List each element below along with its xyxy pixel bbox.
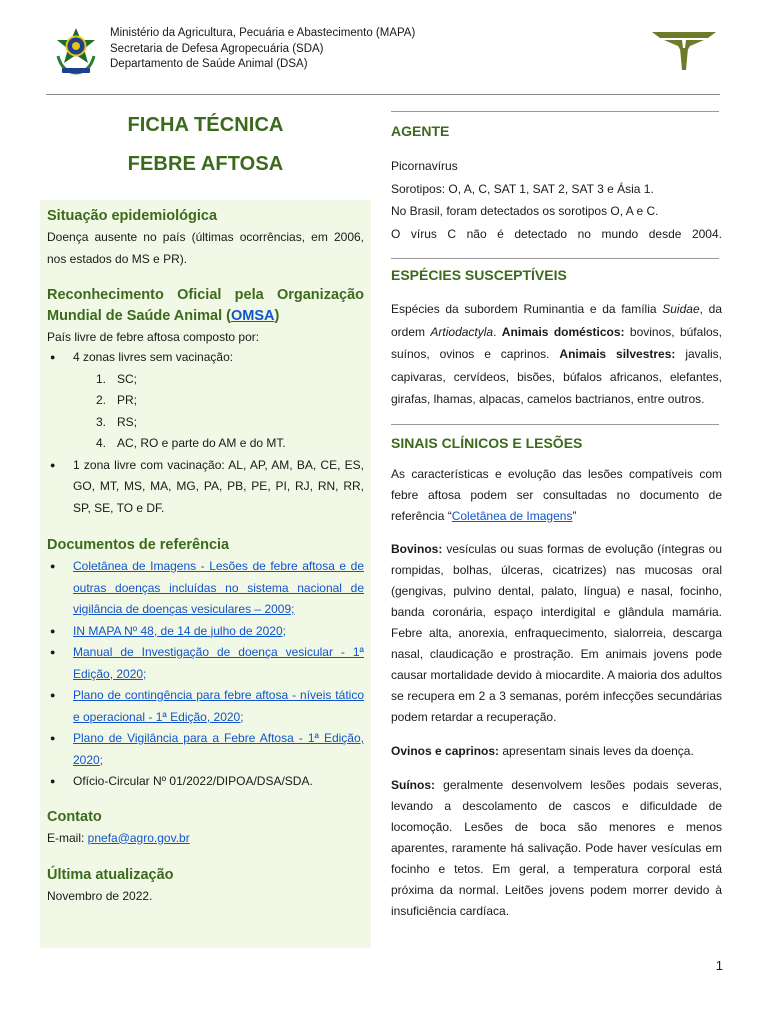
doc-link-manual[interactable]: Manual de Investigação de doença vesicular - 1ª Edição, 2020; [73,645,364,681]
section-divider [391,424,719,425]
domesticos-text: bovinos, búfalos, suínos, ovinos e caprinos. [391,324,722,361]
list-item [73,390,364,412]
doc-link-plano-vigilancia[interactable]: Plano de Vigilância para a Febre Aftosa - 1ª Edição, 2020; [73,731,364,767]
agente-heading: AGENTE [391,123,450,139]
doc-link-plano-contingencia[interactable]: Plano de contingência para febre aftosa - níveis tático e operacional - 1ª Edição, 2020; [73,688,364,724]
institution-lines [110,26,415,73]
documentos-heading: Documentos de referência [47,537,230,553]
documentos-list [47,556,364,793]
right-column [391,104,722,922]
email-label: E-mail: [47,830,88,845]
ovinos-label: Ovinos e caprinos: [391,743,500,758]
left-column-title [40,104,371,176]
list-text: RS; [117,414,138,429]
bovinos-paragraph [391,539,722,728]
header-divider [46,94,720,95]
sinais-intro-close: ” [572,508,577,523]
especies-body [391,298,722,411]
ministry-name: Ministério da Agricultura, Pecuária e Abastecimento (MAPA) [110,27,416,39]
sinais-intro-text: As características e evolução das lesões compatíveis com febre aftosa podem ser consultadas no documento de referência “ [391,466,722,523]
especies-text: , da ordem [391,302,722,339]
oficio-circular: Ofício-Circular Nº 01/2022/DIPOA/DSA/SDA. [73,774,313,788]
list-item [47,771,364,793]
omsa-link[interactable]: OMSA [230,308,275,324]
list-item [47,347,364,455]
agente-line: No Brasil, foram detectados os sorotipos O, A e C. [391,204,659,218]
secretariat-name: Secretaria de Defesa Agropecuária (SDA) [110,42,324,55]
zonas-list [47,347,364,519]
agente-line: O vírus C não é detectado no mundo desde 2004. [391,226,722,241]
agente-body [391,155,722,245]
list-text: SC; [117,371,138,386]
list-number: 3. [96,414,107,429]
zonas-sem-vacinacao: 4 zonas livres sem vacinação: [73,350,234,364]
zonas-numbered-list [73,369,364,455]
agente-line: Sorotipos: O, A, C, SAT 1, SAT 2, SAT 3 e Ásia 1. [391,181,654,196]
silvestres-label: Animais silvestres: [559,347,676,361]
brazil-coat-of-arms-icon [52,26,100,76]
list-item [47,685,364,728]
list-item [47,556,364,621]
zona-com-vacinacao: 1 zona livre com vacinação: AL, AP, AM, BA, CE, ES, GO, MT, MS, MA, MG, PA, PB, PE, PI, RJ, RN, RR, SP, SE, TO e DF. [73,457,364,515]
page-number: 1 [715,958,723,973]
list-text: PR; [117,393,138,407]
domesticos-label: Animais domésticos: [501,324,625,339]
doc-title-line1: FICHA TÉCNICA [127,114,284,136]
especies-heading: ESPÉCIES SUSCEPTÍVEIS [391,267,567,283]
department-name: Departamento de Saúde Animal (DSA) [110,58,308,70]
list-number: 1. [96,371,107,386]
suidae-term: Suidae [662,302,700,316]
reconhecimento-heading-text: Reconhecimento Oficial pela Organização Mundial de Saúde Animal ( [47,287,364,324]
especies-text: . [493,324,502,339]
suinos-text: geralmente desenvolvem lesões podais severas, levando a descolamento de cascos e dificuldade de locomoção. Lesões de boca são menores e menos aparentes, raramente há salivação. Pode haver vesículas em focinho e tetos. Em geral, a temperatura corporal está próxima da normal. Leitões jovens podem morrer devido à insuficiência cardíaca. [391,777,722,918]
list-item [47,621,364,643]
suinos-paragraph [391,775,722,922]
list-number: 4. [96,436,107,450]
doc-link-in-mapa[interactable]: IN MAPA Nº 48, de 14 de julho de 2020; [73,623,286,638]
especies-text: Espécies da subordem Ruminantia e da família [391,302,663,316]
mapa-logo-icon [652,26,716,72]
list-item [47,642,364,685]
list-number: 2. [96,393,107,407]
reconhecimento-heading-close: ) [274,308,280,324]
silvestres-text: javalis, capivaras, cervídeos, bisões, búfalos africanos, elefantes, girafas, lhamas, alpacas, camelos bactrianos, entre outros. [391,347,723,406]
suinos-label: Suínos: [391,777,435,792]
ovinos-text: apresentam sinais leves da doença. [499,743,694,758]
situacao-heading: Situação epidemiológica [47,208,218,224]
situacao-text: Doença ausente no país (últimas ocorrências, em 2006, nos estados do MS e PR). [47,230,364,266]
list-item [73,412,364,434]
atualizacao-heading: Última atualização [47,867,174,883]
contato-email-row [47,828,364,850]
ovinos-paragraph [391,741,722,762]
agente-line: Picornavírus [391,159,458,173]
reconhecimento-intro: País livre de febre aftosa composto por: [47,330,260,344]
reconhecimento-heading [47,285,364,327]
page-header [50,22,722,82]
artiodactyla-term: Artiodactyla [430,324,494,339]
doc-link-coletanea[interactable]: Coletânea de Imagens - Lesões de febre aftosa e de outras doenças incluídas no sistema nacional de vigilância de doenças vesiculares – 2009; [73,559,364,616]
doc-title-line2: FEBRE AFTOSA [127,153,284,175]
coletanea-link[interactable]: Coletânea de Imagens [451,508,573,523]
bovinos-label: Bovinos: [391,541,443,556]
sinais-intro [391,464,722,527]
list-item [73,369,364,391]
list-text: AC, RO e parte do AM e do MT. [117,436,286,450]
list-item [47,728,364,771]
sinais-heading: SINAIS CLÍNICOS E LESÕES [391,434,583,451]
list-item [73,433,364,455]
contato-heading: Contato [47,808,102,825]
email-link[interactable]: pnefa@agro.gov.br [87,830,190,845]
section-divider [391,258,719,259]
summary-panel [40,200,371,948]
atualizacao-text: Novembro de 2022. [47,889,153,903]
list-item [47,455,364,520]
section-divider [391,111,719,112]
bovinos-text: vesículas ou suas formas de evolução (íntegras ou rompidas, bolhas, úlceras, cicatrizes) nas mucosas oral (gengivas, pulvino dental, palato, língua) e nasal, focinho, banda coronária, espaço interdigital e glândula mamária. Febre alta, anorexia, enfraquecimento, sialorreia, descarga nasal, claudicação e prostração. Em animais jovens pode causar mortalidade devido à miocardite. A maioria dos adultos se recupera em 2 a 3 semanas, porém infecções secundárias podem retardar a recuperação. [391,541,722,724]
